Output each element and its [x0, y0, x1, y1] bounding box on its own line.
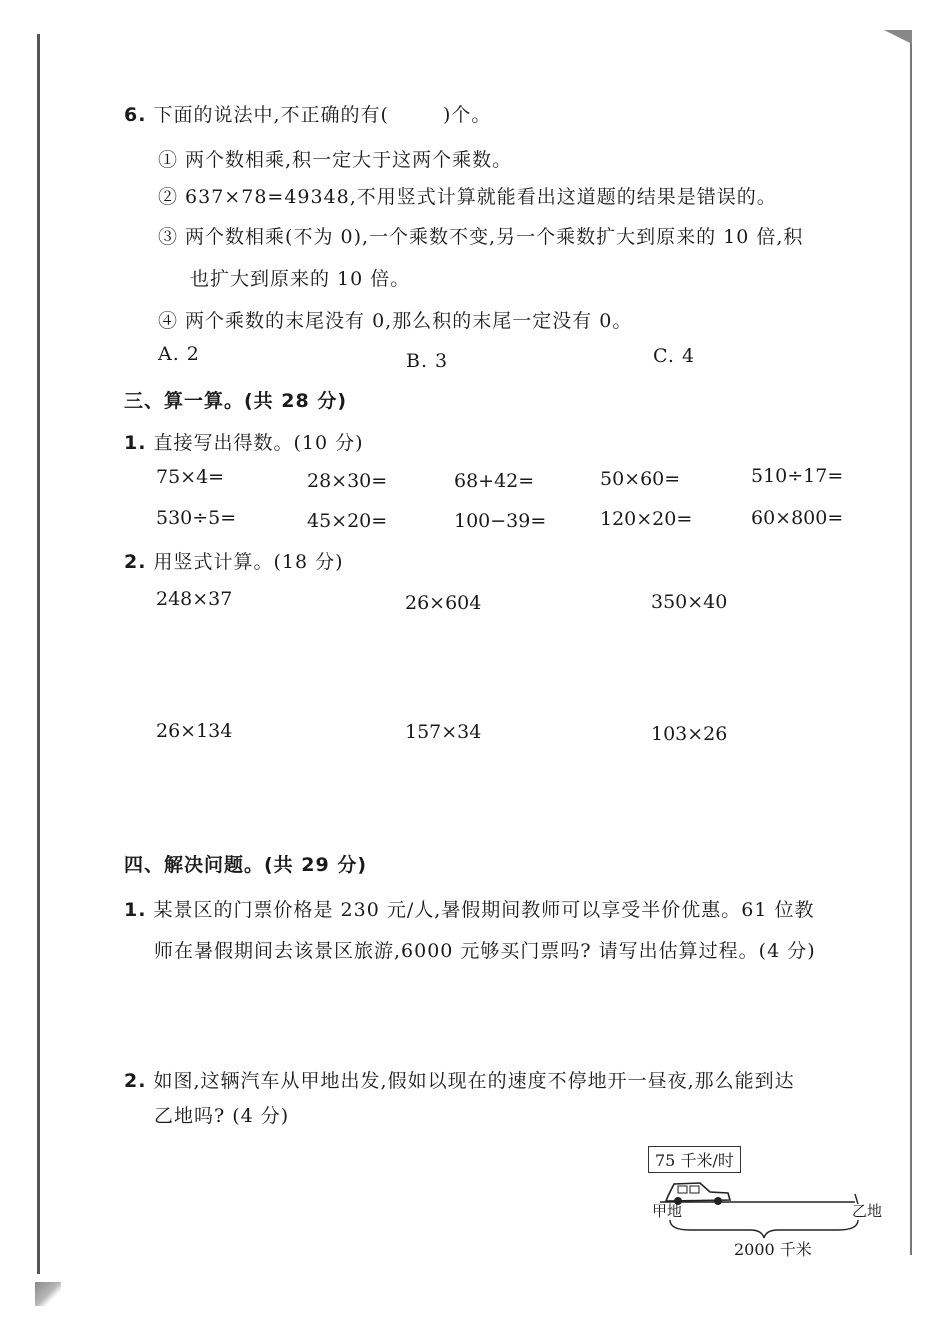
oral-calc-item: 120×20=: [600, 508, 693, 530]
vertical-calc-item: 103×26: [651, 723, 728, 745]
option-c: C. 4: [653, 345, 696, 367]
s4-q1-line2: 师在暑假期间去该景区旅游,6000 元够买门票吗? 请写出估算过程。(4 分): [154, 940, 816, 962]
s4-q1-line1: [124, 895, 815, 922]
start-label: 甲地: [652, 1202, 683, 1220]
statement-4: ④ 两个乘数的末尾没有 0,那么积的末尾一定没有 0。: [158, 310, 633, 332]
question-number: 2.: [124, 1070, 147, 1092]
oral-calc-item: 28×30=: [307, 470, 388, 492]
question-text: 下面的说法中,不正确的有(: [153, 104, 389, 126]
question-text: 用竖式计算。(18 分): [153, 551, 344, 573]
s4-q2-line2: 乙地吗? (4 分): [154, 1105, 290, 1127]
oral-calc-item: 510÷17=: [751, 465, 844, 487]
distance-label: 2000 千米: [734, 1240, 812, 1259]
question-number: 1.: [124, 899, 147, 921]
statement-3: ③ 两个数相乘(不为 0),一个乘数不变,另一个乘数扩大到原来的 10 倍,积: [158, 226, 804, 248]
option-a: A. 2: [158, 343, 200, 365]
vertical-calc-item: 248×37: [156, 588, 233, 610]
vertical-calc-item: 157×34: [405, 721, 482, 743]
question-number: 6.: [124, 104, 147, 126]
oral-calc-item: 68+42=: [454, 470, 535, 492]
statement-1: ① 两个数相乘,积一定大于这两个乘数。: [158, 149, 513, 171]
question-number: 2.: [124, 551, 147, 573]
distance-brace: [670, 1220, 858, 1238]
vertical-calc-item: 26×604: [405, 592, 482, 614]
question-text-tail: )个。: [442, 104, 492, 126]
question-text: 直接写出得数。(10 分): [153, 432, 364, 454]
s4-q2-line1: [124, 1066, 795, 1093]
oral-calc-item: 45×20=: [307, 510, 388, 532]
page-edge-left: [37, 34, 40, 1274]
section-3-title: 三、算一算。(共 28 分): [124, 390, 348, 412]
vertical-calc-item: 26×134: [156, 720, 233, 742]
scan-corner-shadow: [884, 30, 912, 44]
question-text: 某景区的门票价格是 230 元/人,暑假期间教师可以享受半价优惠。61 位教: [153, 899, 815, 921]
oral-calc-item: 75×4=: [156, 466, 225, 488]
end-label: 乙地: [852, 1202, 883, 1220]
vertical-calc-item: 350×40: [651, 591, 728, 613]
oral-calc-item: 60×800=: [751, 507, 844, 529]
question-6-stem: [124, 100, 491, 127]
oral-calc-item: 530÷5=: [156, 507, 237, 529]
question-number: 1.: [124, 432, 147, 454]
statement-3-cont: 也扩大到原来的 10 倍。: [190, 268, 411, 290]
s3-q1-title: [124, 428, 364, 455]
s3-q2-title: [124, 547, 344, 574]
page-edge-right: [910, 40, 912, 1255]
statement-2: ② 637×78=49348,不用竖式计算就能看出这道题的结果是错误的。: [158, 186, 777, 208]
scan-corner-shadow-bottom: [35, 1282, 61, 1306]
oral-calc-item: 100−39=: [454, 510, 547, 532]
section-4-title: 四、解决问题。(共 29 分): [124, 854, 368, 876]
option-b: B. 3: [406, 350, 449, 372]
question-text: 如图,这辆汽车从甲地出发,假如以现在的速度不停地开一昼夜,那么能到达: [153, 1070, 795, 1092]
speed-label: 75 千米/时: [648, 1146, 741, 1173]
oral-calc-item: 50×60=: [600, 468, 681, 490]
